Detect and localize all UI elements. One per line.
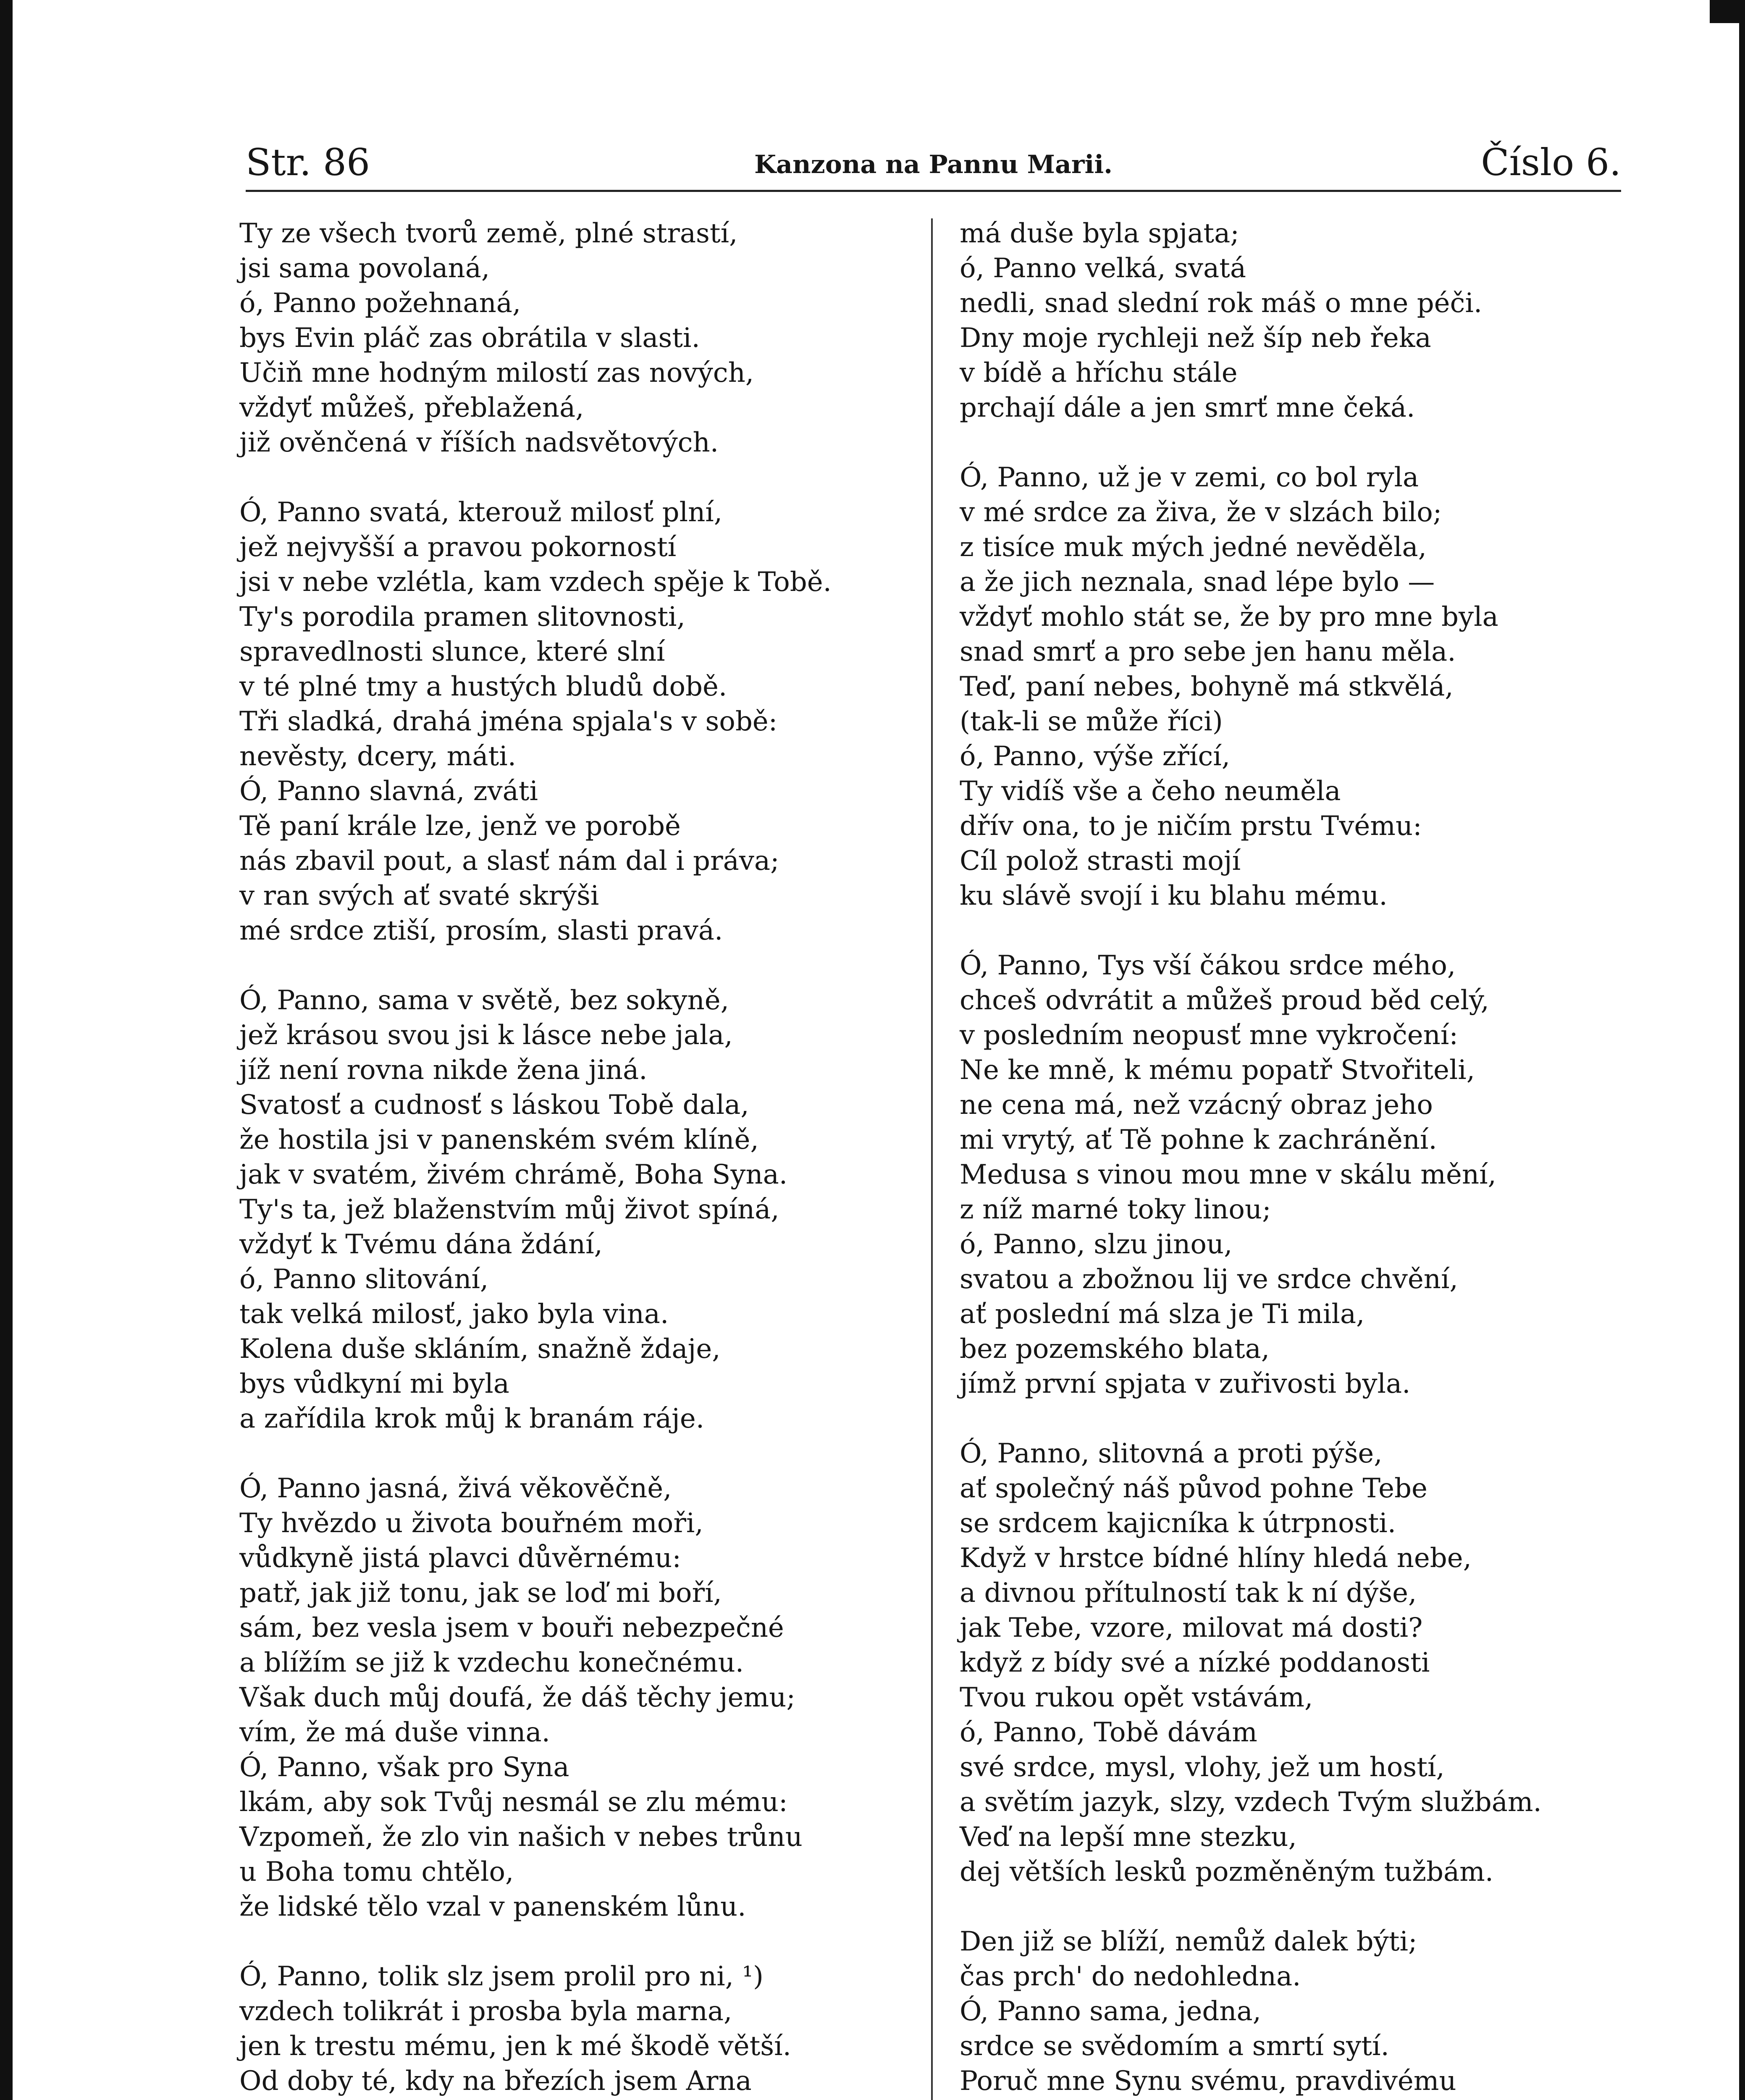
right-column [960,216,1615,2100]
verse-line: a divnou přítulností tak k ní dýše, [960,1578,1417,1609]
verse-line: Ó, Panno jasná, živá věkověčně, [239,1473,672,1504]
verse-line: vždyť můžeš, přeblažená, [239,392,584,423]
verse-line: Však duch můj doufá, že dáš těchy jemu; [239,1682,795,1713]
verse-line: jak Tebe, vzore, milovat má dosti? [960,1612,1423,1643]
verse-line: Ne ke mně, k mému popatř Stvořiteli, [960,1055,1475,1086]
verse-line: ne cena má, než vzácný obraz jeho [960,1089,1433,1121]
verse-line: v mé srdce za živa, že v slzách bilo; [960,497,1442,528]
verse-line: v posledním neopusť mne vykročení: [960,1020,1458,1051]
verse-line: srdce se svědomím a smrtí sytí. [960,2031,1389,2062]
verse-line: spravedlnosti slunce, které slní [239,636,665,667]
scan-edge-right [1739,0,1745,2100]
stanza [239,1959,920,2100]
verse-line: v té plné tmy a hustých bludů době. [239,671,727,702]
verse-line: sám, bez vesla jsem v bouři nebezpečné [239,1612,784,1643]
verse-line: má duše byla spjata; [960,218,1239,249]
header-rule [246,190,1621,192]
stanza [960,1436,1615,1890]
verse-line: u Boha tomu chtělo, [239,1856,514,1887]
verse-line: v ran svých ať svaté skrýši [239,880,599,911]
verse-line: ó, Panno, slzu jinou, [960,1229,1233,1260]
verse-line: že hostila jsi v panenském svém klíně, [239,1124,759,1155]
verse-line: nás zbavil pout, a slasť nám dal i práva; [239,845,779,877]
stanza [239,1471,920,1924]
verse-line: Když v hrstce bídné hlíny hledá nebe, [960,1543,1472,1574]
verse-line: vůdkyně jistá plavci důvěrnému: [239,1543,681,1574]
verse-line: chceš odvrátit a můžeš proud běd celý, [960,985,1489,1016]
verse-line: z níž marné toky linou; [960,1194,1271,1225]
verse-line: jež krásou svou jsi k lásce nebe jala, [239,1020,733,1051]
verse-line: jímž první spjata v zuřivosti byla. [960,1368,1411,1399]
verse-line: jsi sama povolaná, [239,253,490,284]
page-number: Str. 86 [246,141,370,184]
verse-line: nedli, snad slední rok máš o mne péči. [960,288,1483,319]
verse-line: Ty's porodila pramen slitovnosti, [239,601,685,633]
verse-line: Ó, Panno, slitovná a proti pýše, [960,1438,1383,1469]
verse-line: dřív ona, to je ničím prstu Tvému: [960,811,1422,842]
verse-line: a blížím se již k vzdechu konečnému. [239,1647,744,1678]
verse-line: Kolena duše skláním, snažně ždaje, [239,1334,721,1365]
page-header [246,141,1621,187]
scan-edge-left [0,0,13,2100]
verse-line: Ty vidíš vše a čeho neuměla [960,776,1341,807]
verse-line: ó, Panno velká, svatá [960,253,1246,284]
verse-line: své srdce, mysl, vlohy, jež um hostí, [960,1752,1445,1783]
verse-line: ó, Panno, výše zřící, [960,741,1231,772]
verse-line: Poruč mne Synu svému, pravdivému [960,2066,1456,2097]
stanza [239,983,920,1436]
stanza [239,216,920,460]
verse-line: Od doby té, kdy na březích jsem Arna [239,2066,752,2097]
verse-line: Ty's ta, jež blaženstvím můj život spíná, [239,1194,779,1225]
verse-line: jež nejvyšší a pravou pokorností [239,532,677,563]
verse-line: Medusa s vinou mou mne v skálu mění, [960,1159,1496,1190]
verse-line: patř, jak již tonu, jak se loď mi boří, [239,1578,722,1609]
verse-line: Tě paní krále lze, jenž ve porobě [239,811,681,842]
verse-line: ať společný náš původ pohne Tebe [960,1473,1427,1504]
verse-line: snad smrť a pro sebe jen hanu měla. [960,636,1456,667]
scan-corner-mark [1710,0,1739,23]
verse-line: Ó, Panno, už je v zemi, co bol ryla [960,462,1419,493]
verse-line: v bídě a hříchu stále [960,357,1238,388]
verse-line: bys vůdkyní mi byla [239,1368,509,1399]
verse-line: Ó, Panno, tolik slz jsem prolil pro ni, ¹) [239,1961,764,1992]
verse-line: Veď na lepší mne stezku, [960,1822,1297,1853]
verse-line: svatou a zbožnou lij ve srdce chvění, [960,1264,1458,1295]
verse-line: ó, Panno slitování, [239,1264,489,1295]
verse-line: Svatosť a cudnosť s láskou Tobě dala, [239,1089,749,1121]
verse-line: Teď, paní nebes, bohyně má stkvělá, [960,671,1454,702]
verse-line: mi vrytý, ať Tě pohne k zachránění. [960,1124,1437,1155]
left-column [239,216,920,2100]
stanza [960,216,1615,425]
verse-line: jak v svatém, živém chrámě, Boha Syna. [239,1159,788,1190]
verse-line: bys Evin pláč zas obrátila v slasti. [239,323,700,354]
verse-line: jsi v nebe vzlétla, kam vzdech spěje k Tobě. [239,567,832,598]
verse-line: Den již se blíží, nemůž dalek býti; [960,1926,1417,1957]
issue-number: Číslo 6. [1481,141,1621,184]
verse-line: Ty ze všech tvorů země, plné strastí, [239,218,738,249]
verse-line: a světím jazyk, slzy, vzdech Tvým službám. [960,1787,1542,1818]
verse-line: Tvou rukou opět vstávám, [960,1682,1313,1713]
verse-line: z tisíce muk mých jedné nevěděla, [960,532,1427,563]
verse-line: Učiň mne hodným milostí zas nových, [239,357,754,388]
verse-line: a že jich neznala, snad lépe bylo — [960,567,1435,598]
verse-line: Ó, Panno, Tys vší čákou srdce mého, [960,950,1456,981]
verse-line: Vzpomeň, že zlo vin našich v nebes trůnu [239,1822,803,1853]
verse-line: Ó, Panno, sama v světě, bez sokyně, [239,985,729,1016]
stanza [960,948,1615,1402]
verse-line: tak velká milosť, jako byla vina. [239,1299,669,1330]
verse-line: jen k trestu mému, jen k mé škodě větší. [239,2031,791,2062]
verse-line: Cíl polož strasti mojí [960,845,1241,877]
running-title: Kanzona na Pannu Marii. [754,150,1113,179]
right-stanzas [960,216,1615,2100]
verse-line: vzdech tolikrát i prosba byla marna, [239,1996,732,2027]
stanza [960,460,1615,914]
verse-line: Tři sladká, drahá jména spjala's v sobě: [239,706,778,737]
verse-line: že lidské tělo vzal v panenském lůnu. [239,1891,746,1922]
verse-line: bez pozemského blata, [960,1334,1270,1365]
verse-line: nevěsty, dcery, máti. [239,741,517,772]
verse-line: Ty hvězdo u života bouřném moři, [239,1508,703,1539]
verse-line: již ověnčená v říších nadsvětových. [239,427,719,458]
verse-line: lkám, aby sok Tvůj nesmál se zlu mému: [239,1787,788,1818]
verse-line: ku slávě svojí i ku blahu mému. [960,880,1388,911]
verse-line: prchají dále a jen smrť mne čeká. [960,392,1415,423]
verse-line: (tak-li se může říci) [960,706,1223,737]
verse-line: Ó, Panno sama, jedna, [960,1996,1261,2027]
verse-line: Ó, Panno svatá, kterouž milosť plní, [239,497,723,528]
verse-line: mé srdce ztiší, prosím, slasti pravá. [239,915,723,946]
verse-line: čas prch' do nedohledna. [960,1961,1301,1992]
verse-line: vím, že má duše vinna. [239,1717,550,1748]
verse-line: ó, Panno požehnaná, [239,288,521,319]
verse-line: Ó, Panno slavná, zváti [239,776,538,807]
verse-line: Dny moje rychleji než šíp neb řeka [960,323,1431,354]
verse-line: se srdcem kajicníka k útrpnosti. [960,1508,1396,1539]
verse-line: ó, Panno, Tobě dávám [960,1717,1257,1748]
stanza [960,1924,1615,2100]
verse-line: když z bídy své a nízké poddanosti [960,1647,1430,1678]
verse-line: Ó, Panno, však pro Syna [239,1752,569,1783]
verse-line: vždyť k Tvému dána ždání, [239,1229,603,1260]
verse-line: vždyť mohlo stát se, že by pro mne byla [960,601,1498,633]
verse-line: dej větších lesků pozměněným tužbám. [960,1856,1494,1887]
verse-line: a zařídila krok můj k branám ráje. [239,1403,705,1434]
verse-line: ať poslední má slza je Ti mila, [960,1299,1365,1330]
column-divider [931,218,933,2100]
stanza [239,495,920,948]
verse-line: jíž není rovna nikde žena jiná. [239,1055,648,1086]
